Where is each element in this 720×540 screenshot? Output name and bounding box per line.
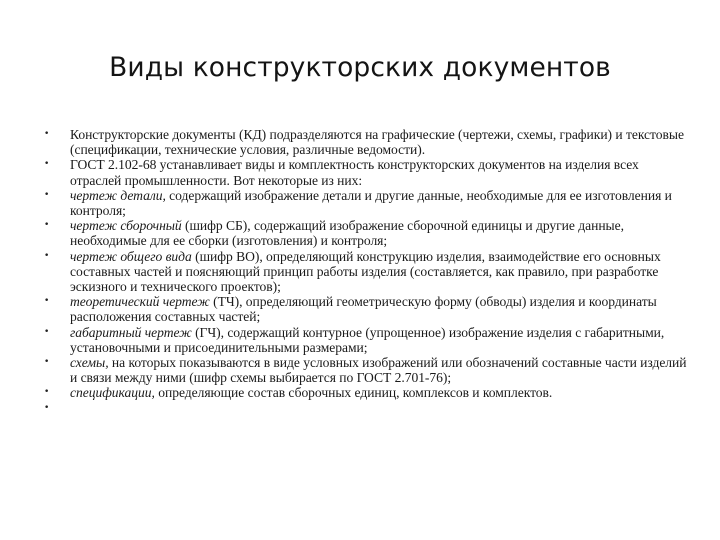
bullet-icon: •	[44, 159, 50, 170]
bullet-icon: •	[44, 402, 50, 413]
list-item-empty	[0, 401, 720, 416]
list-item	[0, 218, 720, 248]
bullet-icon: •	[44, 250, 50, 261]
list-item	[0, 249, 720, 295]
item-term: схемы,	[70, 355, 109, 371]
list-item	[0, 157, 720, 187]
item-text: содержащий изображение детали и другие данные, необходимые для ее изготовления и контроля;	[70, 187, 672, 219]
slide-title: Виды конструкторских документов	[109, 52, 611, 83]
bullet-icon: •	[44, 387, 50, 398]
item-text: (шифр СБ), содержащий изображение сборочной единицы и другие данные, необходимые для ее сборки (изготовления) и контроля;	[70, 218, 624, 249]
item-text: на которых показываются в виде условных изображений или обозначений составные части изделий и связи между ними (шифр схемы выбирается по ГОСТ 2.701-76);	[70, 355, 687, 386]
item-term: теоретический чертеж	[70, 294, 210, 310]
bullet-icon: •	[44, 189, 50, 200]
list-item	[0, 188, 720, 218]
item-text: (шифр ВО), определяющий конструкцию изделия, взаимодействие его основных составных частей и поясняющий принцип работы изделия (составляется, как правило, при разработке эскизного и технического проектов);	[70, 248, 661, 295]
bullet-icon: •	[44, 357, 50, 368]
bullet-icon: •	[44, 129, 50, 139]
item-term: габаритный чертеж	[70, 324, 192, 340]
list-item	[0, 127, 720, 157]
list-item	[0, 385, 720, 400]
item-text: Конструкторские документы (КД) подразделяются на графические (чертежи, схемы, графики) и текстовые (спецификации, технические условия, различные ведомости).	[70, 127, 684, 158]
item-text: определяющие состав сборочных единиц, комплексов и комплектов.	[154, 385, 553, 401]
item-term: спецификации,	[70, 385, 155, 401]
item-term: чертеж сборочный	[70, 218, 182, 234]
item-term: чертеж общего вида	[70, 248, 192, 264]
list-item	[0, 325, 720, 355]
bullet-icon: •	[44, 220, 50, 231]
item-text: ГОСТ 2.102-68 устанавливает виды и комплектность конструкторских документов на изделия всех отраслей промышленности. Вот некоторые из них:	[70, 157, 639, 188]
list-item	[0, 294, 720, 324]
item-text: (ТЧ), определяющий геометрическую форму (обводы) изделия и координаты расположения составных частей;	[70, 294, 657, 325]
item-term: чертеж детали,	[70, 187, 166, 203]
bullet-list	[0, 127, 720, 416]
list-item	[0, 355, 720, 385]
bullet-icon: •	[44, 326, 50, 337]
bullet-icon: •	[44, 296, 50, 307]
item-text: (ГЧ), содержащий контурное (упрощенное) изображение изделия с габаритными, установочными и присоединительными размерами;	[70, 324, 665, 355]
